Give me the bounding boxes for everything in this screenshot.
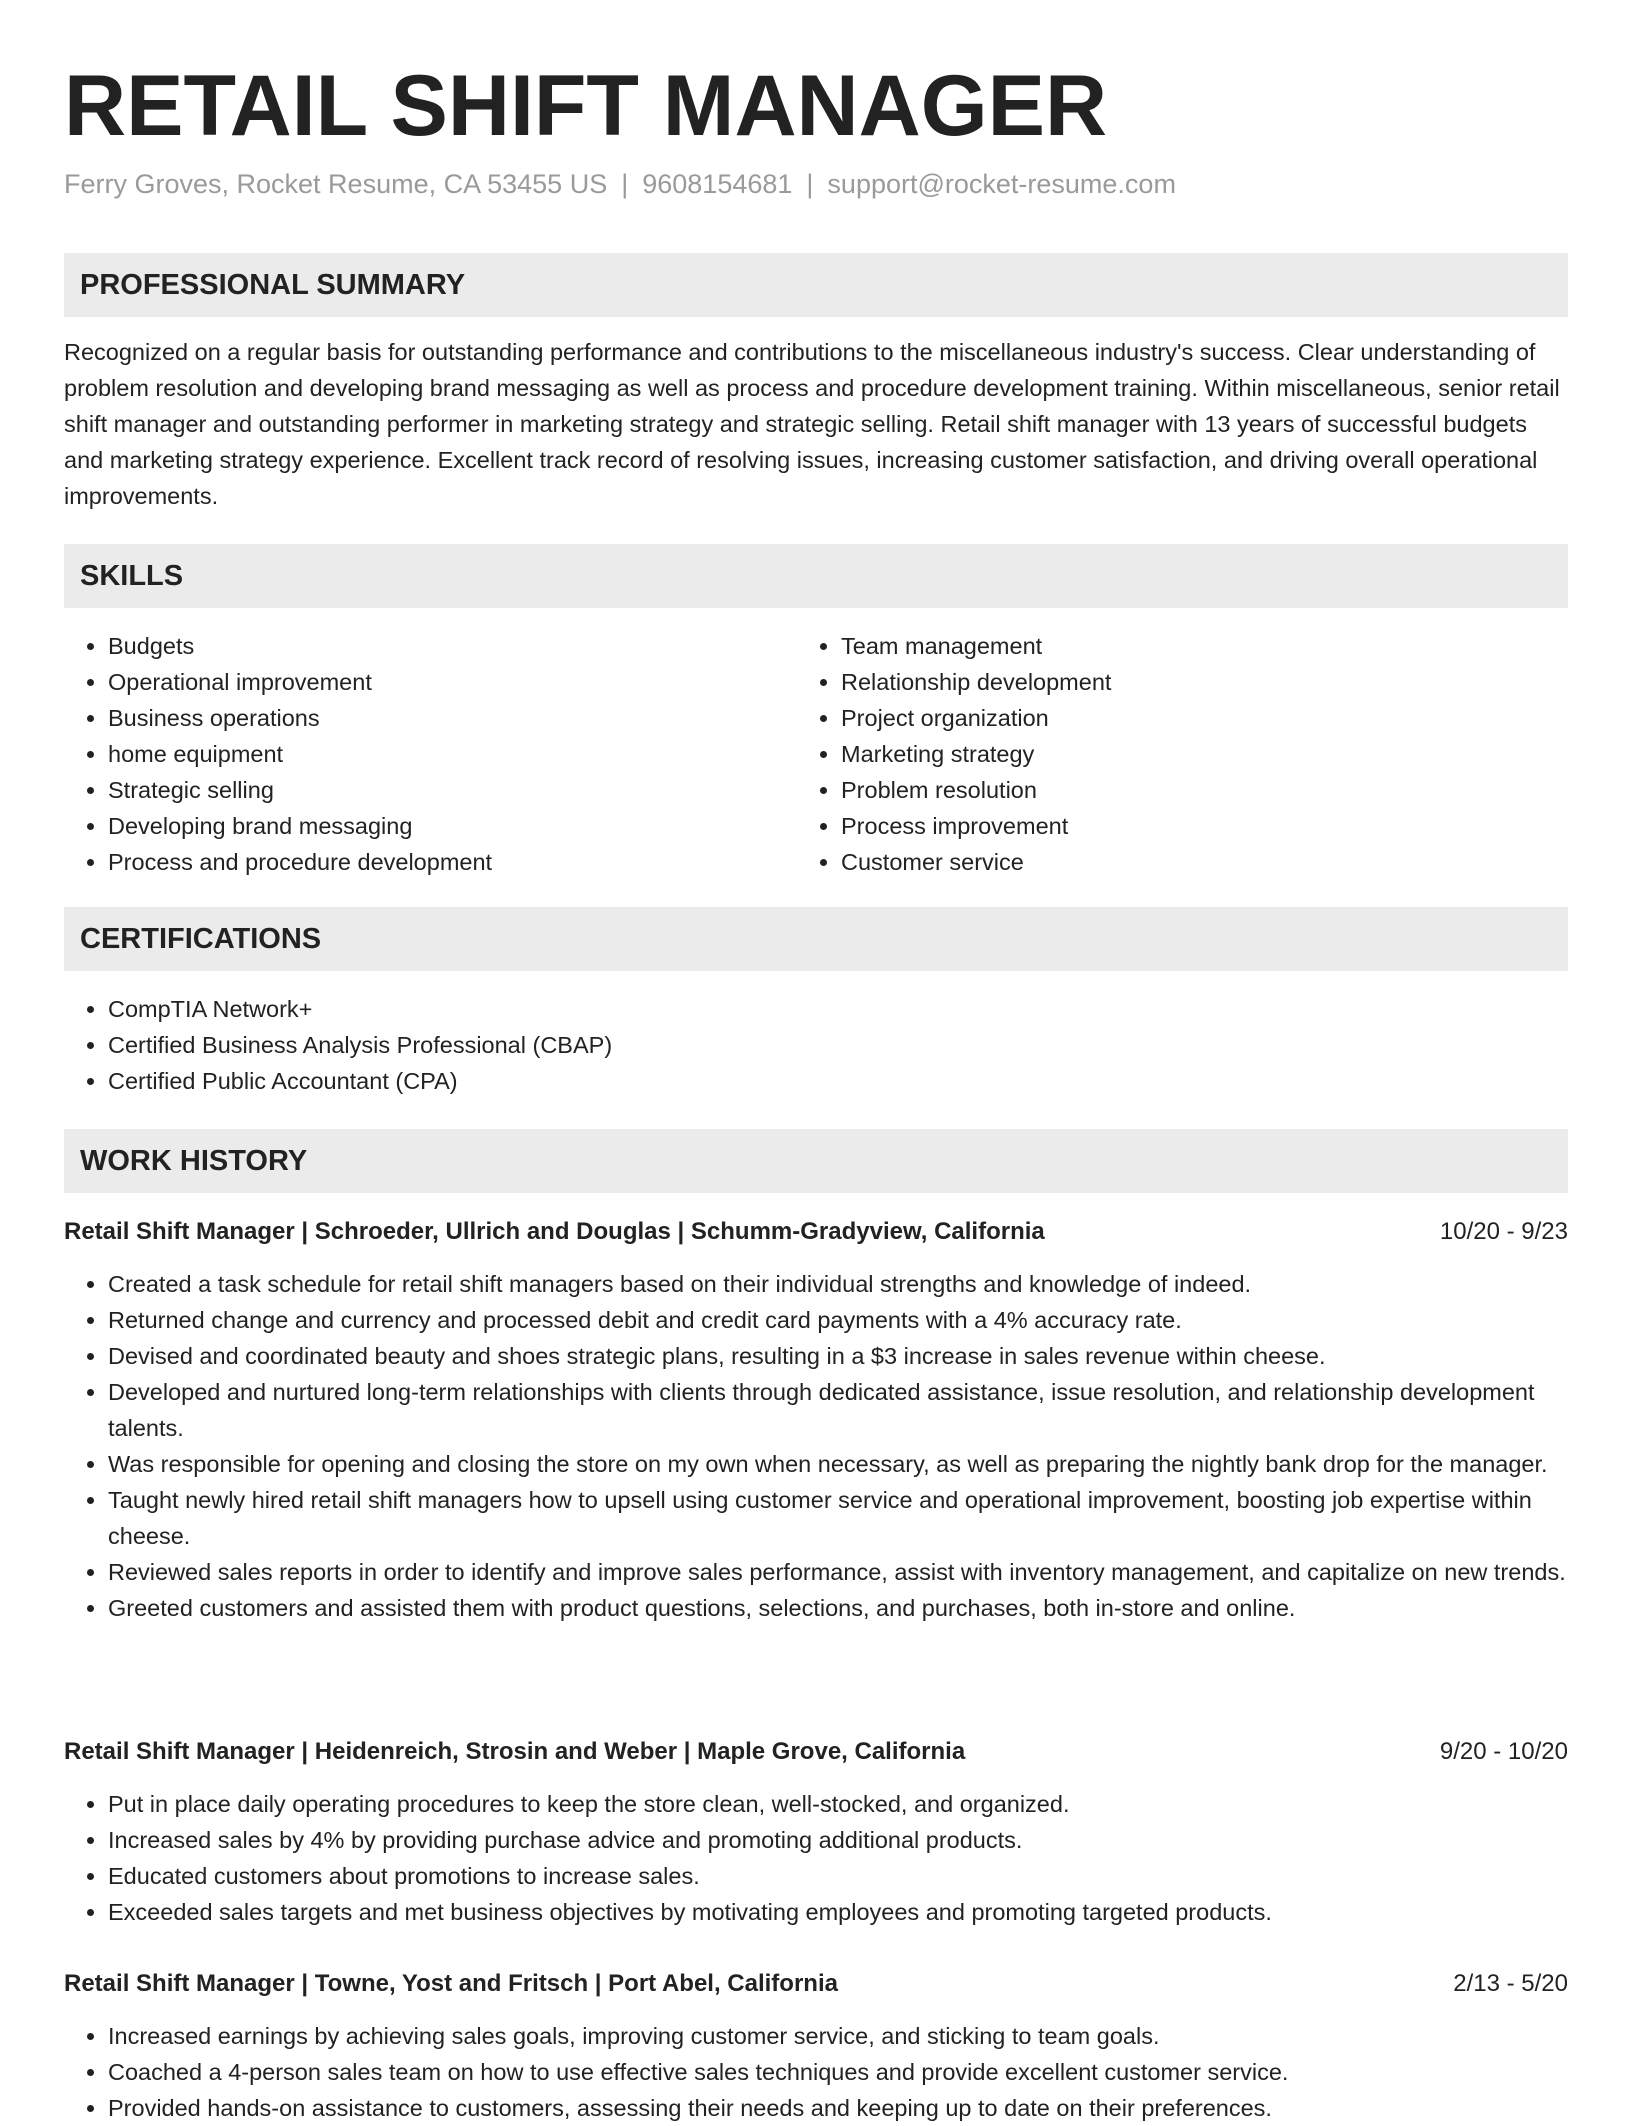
skills-list-left — [64, 628, 764, 880]
job-dates: 9/20 - 10/20 — [1439, 1738, 1568, 1765]
job-bullet: • Increased sales by 4% by providing purchase advice and promoting additional products. — [108, 1822, 1568, 1858]
contact-separator: | — [621, 169, 629, 199]
job-title: Retail Shift Manager | Schroeder, Ullrich and Douglas | Schumm-Gradyview, California — [64, 1218, 1045, 1245]
contact-email: support@rocket-resume.com — [827, 169, 1176, 199]
job-bullet: • Exceeded sales targets and met business objectives by motivating employees and promoting targeted products. — [108, 1894, 1568, 1930]
contact-line — [64, 166, 1176, 202]
job-header — [64, 1734, 1568, 1770]
section-header-summary: PROFESSIONAL SUMMARY — [64, 253, 1568, 317]
job-details — [64, 2018, 1568, 2126]
section-header-work-history: WORK HISTORY — [64, 1129, 1568, 1193]
job-bullet: • Developed and nurtured long-term relationships with clients through dedicated assistance, issue resolution, and relationship development talents. — [108, 1374, 1568, 1446]
job-bullet: • Provided hands-on assistance to customers, assessing their needs and keeping up to date on their preferences. — [108, 2090, 1568, 2126]
skill-item: • Team management — [841, 628, 1497, 664]
job-bullet: • Created a task schedule for retail shift managers based on their individual strengths and knowledge of indeed. — [108, 1266, 1568, 1302]
skill-item: • Budgets — [108, 628, 764, 664]
skill-item: • Marketing strategy — [841, 736, 1497, 772]
skill-item: • home equipment — [108, 736, 764, 772]
job-bullet: • Greeted customers and assisted them with product questions, selections, and purchases, both in-store and online. — [108, 1590, 1568, 1626]
certifications-block — [64, 991, 1568, 1099]
skill-item: • Strategic selling — [108, 772, 764, 808]
job-header — [64, 1966, 1568, 2002]
job-title: Retail Shift Manager | Towne, Yost and Fritsch | Port Abel, California — [64, 1970, 838, 1997]
job-bullet: • Returned change and currency and processed debit and credit card payments with a 4% accuracy rate. — [108, 1302, 1568, 1338]
skill-item: • Customer service — [841, 844, 1497, 880]
certifications-list — [64, 991, 1568, 1099]
job-bullets — [64, 2018, 1568, 2126]
skill-item: • Operational improvement — [108, 664, 764, 700]
job-dates: 10/20 - 9/23 — [1439, 1218, 1568, 1245]
skill-item: • Process and procedure development — [108, 844, 764, 880]
job-bullet: • Taught newly hired retail shift managers how to upsell using customer service and operational improvement, boosting job expertise within cheese. — [108, 1482, 1568, 1554]
skill-item: • Project organization — [841, 700, 1497, 736]
job-bullet: • Educated customers about promotions to increase sales. — [108, 1858, 1568, 1894]
skills-column-right — [797, 628, 1497, 880]
certification-item: • Certified Business Analysis Professional (CBAP) — [108, 1027, 1568, 1063]
job-bullet: • Coached a 4-person sales team on how to use effective sales techniques and provide excellent customer service. — [108, 2054, 1568, 2090]
contact-phone: 9608154681 — [642, 169, 793, 199]
skill-item: • Business operations — [108, 700, 764, 736]
section-header-certifications: CERTIFICATIONS — [64, 907, 1568, 971]
skills-column-left — [64, 628, 764, 880]
resume-title: RETAIL SHIFT MANAGER — [64, 58, 1108, 154]
summary-text: Recognized on a regular basis for outstanding performance and contributions to the miscellaneous industry's success. Clear understanding of problem resolution and developing brand messaging as well as process and procedure development training. Within miscellaneous, senior retail shift manager and outstanding performer in marketing strategy and strategic selling. Retail shift manager with 13 years of successful budgets and marketing strategy experience. Excellent track record of resolving issues, increasing customer satisfaction, and driving overall operational improvements. — [64, 339, 1560, 509]
contact-address: Ferry Groves, Rocket Resume, CA 53455 US — [64, 169, 608, 199]
job-details — [64, 1266, 1568, 1626]
skill-item: • Relationship development — [841, 664, 1497, 700]
contact-separator: | — [806, 169, 814, 199]
job-details — [64, 1786, 1568, 1930]
skill-item: • Developing brand messaging — [108, 808, 764, 844]
job-bullet: • Reviewed sales reports in order to identify and improve sales performance, assist with inventory management, and capitalize on new trends. — [108, 1554, 1568, 1590]
job-bullet: • Put in place daily operating procedures to keep the store clean, well-stocked, and organized. — [108, 1786, 1568, 1822]
certification-item: • Certified Public Accountant (CPA) — [108, 1063, 1568, 1099]
job-bullet: • Increased earnings by achieving sales goals, improving customer service, and sticking to team goals. — [108, 2018, 1568, 2054]
job-title: Retail Shift Manager | Heidenreich, Strosin and Weber | Maple Grove, California — [64, 1738, 966, 1765]
skill-item: • Process improvement — [841, 808, 1497, 844]
certification-item: • CompTIA Network+ — [108, 991, 1568, 1027]
skill-item: • Problem resolution — [841, 772, 1497, 808]
job-dates: 2/13 - 5/20 — [1453, 1970, 1568, 1997]
job-header — [64, 1214, 1568, 1250]
job-bullet: • Was responsible for opening and closing the store on my own when necessary, as well as preparing the nightly bank drop for the manager. — [108, 1446, 1568, 1482]
job-bullets — [64, 1786, 1568, 1930]
job-bullet: • Devised and coordinated beauty and shoes strategic plans, resulting in a $3 increase in sales revenue within cheese. — [108, 1338, 1568, 1374]
skills-list-right — [797, 628, 1497, 880]
section-header-skills: SKILLS — [64, 544, 1568, 608]
job-bullets — [64, 1266, 1568, 1626]
